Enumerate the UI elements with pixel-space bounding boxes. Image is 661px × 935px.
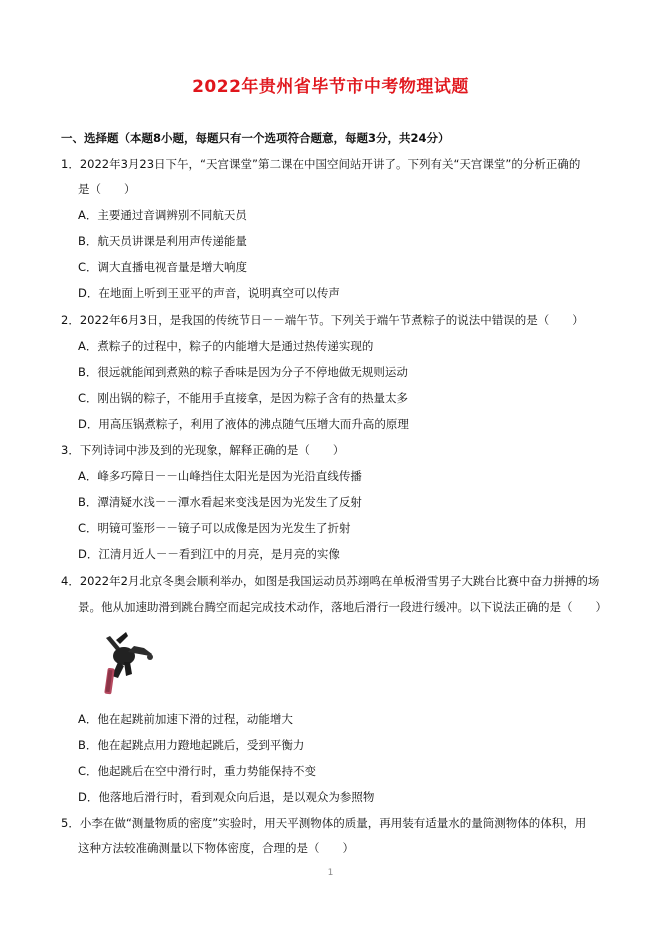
- question-2-option-a: A．煮粽子的过程中，粽子的内能增大是通过热传递实现的: [78, 339, 374, 353]
- question-3-option-c: C．明镜可鉴形－－镜子可以成像是因为光发生了折射: [78, 521, 351, 535]
- question-1-stem-line-1: 1．2022年3月23日下午，“天宫课堂”第二课在中国空间站开讲了。下列有关“天宫课堂”的分析正确的: [61, 157, 581, 171]
- section-heading: 一、选择题（本题8小题，每题只有一个选项符合题意，每题3分，共24分）: [61, 131, 450, 145]
- question-1-option-b: B．航天员讲课是利用声传递能量: [78, 234, 247, 248]
- page-number: 1: [327, 868, 334, 878]
- question-2-option-c: C．刚出锅的粽子，不能用手直接拿，是因为粽子含有的热量太多: [78, 391, 409, 405]
- question-1-option-a: A．主要通过音调辨别不同航天员: [78, 208, 247, 222]
- page-title: 2022年贵州省毕节市中考物理试题: [192, 77, 469, 97]
- question-5-stem-line-1: 5．小李在做“测量物质的密度”实验时，用天平测物体的质量，再用装有适量水的量筒测物体的体积，用: [61, 816, 587, 830]
- question-1-stem-line-2: 是（ ）: [78, 182, 136, 196]
- question-4-stem-line-1: 4．2022年2月北京冬奥会顺利举办，如图是我国运动员苏翊鸣在单板滑雪男子大跳台比赛中奋力拼搏的场: [61, 574, 600, 588]
- question-5-stem-line-2: 这种方法较准确测量以下物体密度，合理的是（ ）: [78, 841, 354, 855]
- question-3-stem-line-1: 3．下列诗词中涉及到的光现象，解释正确的是（ ）: [61, 443, 345, 457]
- question-4-option-b: B．他在起跳点用力蹬地起跳后，受到平衡力: [78, 738, 305, 752]
- snowboarder-figure: [98, 628, 160, 698]
- question-1-option-d: D．在地面上听到王亚平的声音，说明真空可以传声: [78, 286, 340, 300]
- question-4-option-d: D．他落地后滑行时，看到观众向后退，是以观众为参照物: [78, 790, 375, 804]
- question-2-option-b: B．很远就能闻到煮熟的粽子香味是因为分子不停地做无规则运动: [78, 365, 408, 379]
- question-2-stem-line-1: 2．2022年6月3日，是我国的传统节日－－端午节。下列关于端午节煮粽子的说法中错误的是（ ）: [61, 313, 584, 327]
- question-4-option-a: A．他在起跳前加速下滑的过程，动能增大: [78, 712, 293, 726]
- question-3-option-d: D．江清月近人－－看到江中的月亮，是月亮的实像: [78, 547, 340, 561]
- question-1-option-c: C．调大直播电视音量是增大响度: [78, 260, 248, 274]
- question-2-option-d: D．用高压锅煮粽子，利用了液体的沸点随气压增大而升高的原理: [78, 417, 409, 431]
- question-4-option-c: C．他起跳后在空中滑行时，重力势能保持不变: [78, 764, 317, 778]
- question-3-option-b: B．潭清疑水浅－－潭水看起来变浅是因为光发生了反射: [78, 495, 362, 509]
- question-4-stem-line-2: 景。他从加速助滑到跳台腾空而起完成技术动作，落地后滑行一段进行缓冲。以下说法正确的是（ ）: [78, 600, 607, 614]
- question-3-option-a: A．峰多巧障日－－山峰挡住太阳光是因为光沿直线传播: [78, 469, 362, 483]
